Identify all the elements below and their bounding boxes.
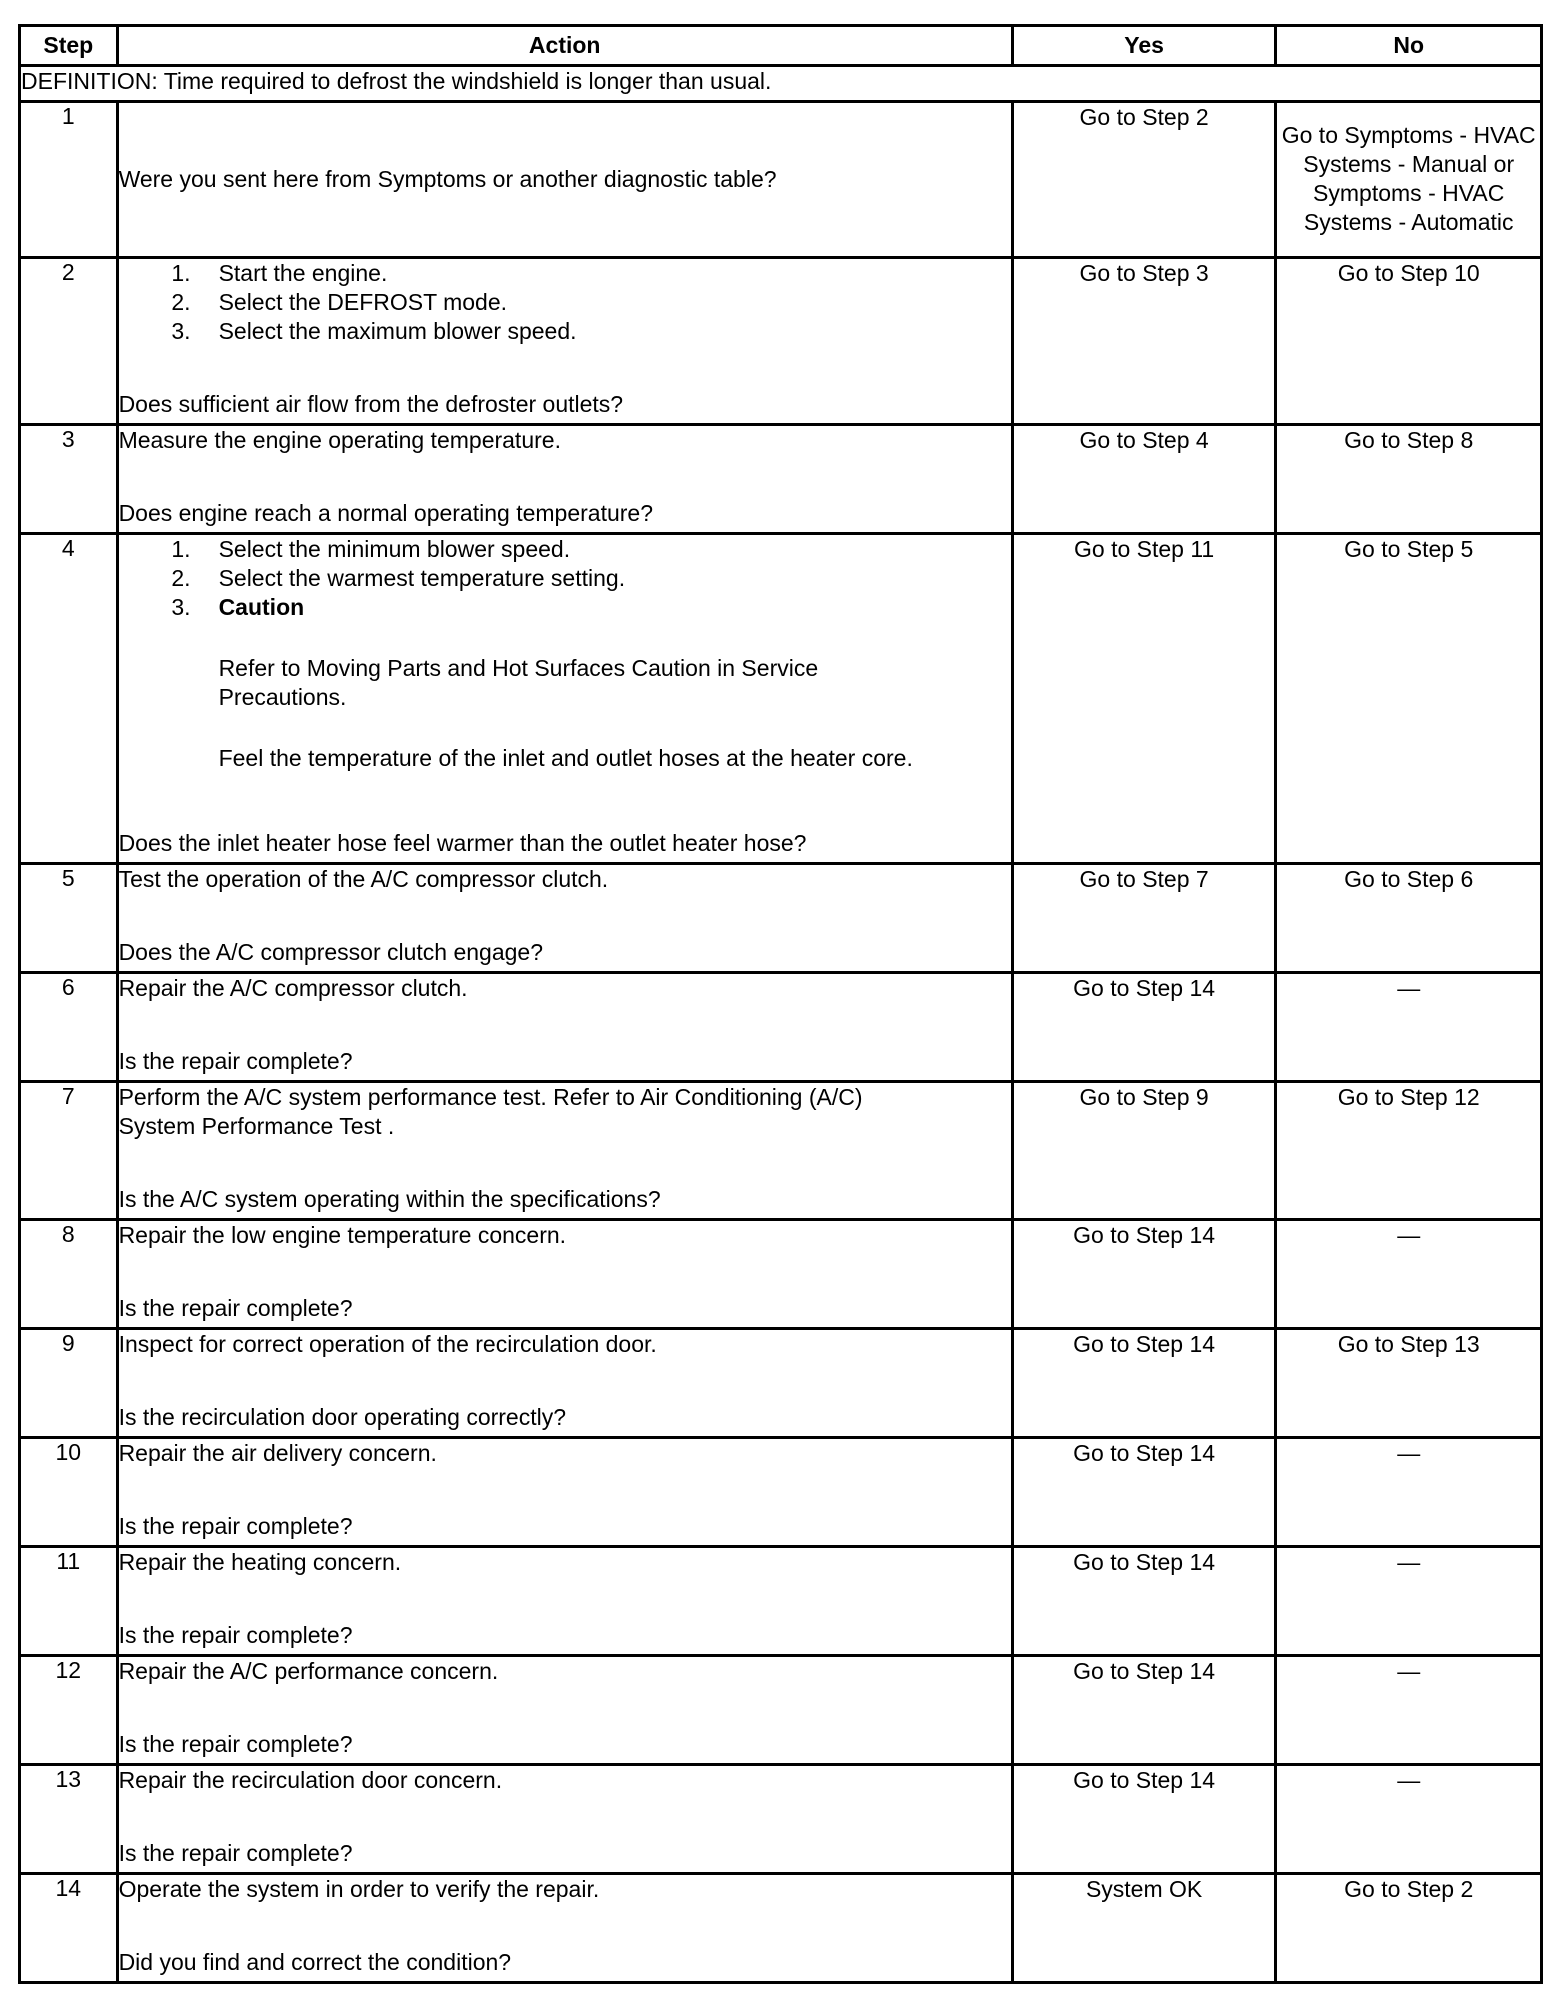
action-question: Does the A/C compressor clutch engage? [118,939,544,965]
action-instruction: Operate the system in order to verify the repair. [118,1876,600,1902]
table-row [20,1329,1542,1438]
table-row [20,534,1542,864]
diagnostic-table [18,24,1543,1984]
action-cell [117,258,1012,425]
action-instruction: Measure the engine operating temperature. [118,427,561,453]
action-question: Is the repair complete? [118,1048,353,1074]
yes-cell: Go to Step 14 [1012,1656,1276,1765]
no-cell: — [1276,1765,1542,1874]
no-cell: Go to Step 6 [1276,864,1542,973]
step-number: 7 [20,1082,118,1220]
step-number: 4 [20,534,118,864]
action-question: Is the repair complete? [118,1731,353,1757]
list-item: 1. Start the engine. [171,260,388,286]
list-item: 1. Select the minimum blower speed. [171,536,571,562]
step-number: 1 [20,102,118,258]
yes-cell: Go to Step 14 [1012,973,1276,1082]
yes-cell: Go to Step 7 [1012,864,1276,973]
action-cell [117,1329,1012,1438]
yes-cell: Go to Step 3 [1012,258,1276,425]
table-row [20,1082,1542,1220]
table-row [20,258,1542,425]
action-instruction: Repair the heating concern. [118,1549,402,1575]
action-cell [117,1220,1012,1329]
step-number: 10 [20,1438,118,1547]
yes-cell: Go to Step 14 [1012,1438,1276,1547]
header-step: Step [20,26,118,66]
no-cell: Go to Step 13 [1276,1329,1542,1438]
yes-cell: Go to Step 2 [1012,102,1276,258]
no-cell: — [1276,1220,1542,1329]
yes-cell: Go to Step 9 [1012,1082,1276,1220]
no-cell: — [1276,1438,1542,1547]
action-question: Does sufficient air flow from the defroster outlets? [118,391,624,417]
no-cell: Go to Symptoms - HVAC Systems - Manual or Symptoms - HVAC Systems - Automatic [1276,102,1542,258]
step-number: 12 [20,1656,118,1765]
action-cell [117,534,1012,864]
no-cell: — [1276,1656,1542,1765]
step-number: 14 [20,1874,118,1983]
action-steps-list [119,535,1011,622]
yes-cell: Go to Step 4 [1012,425,1276,534]
action-question: Did you find and correct the condition? [118,1949,512,1975]
list-item: 2. Select the DEFROST mode. [171,289,508,315]
yes-cell: System OK [1012,1874,1276,1983]
action-steps-list [119,259,1011,346]
action-instruction: Perform the A/C system performance test. Refer to Air Conditioning (A/C) System Performance Test . [118,1084,863,1139]
definition-text: DEFINITION: Time required to defrost the windshield is longer than usual. [20,66,1542,102]
no-cell: Go to Step 10 [1276,258,1542,425]
action-question: Is the A/C system operating within the specifications? [118,1186,661,1212]
action-cell [117,1656,1012,1765]
action-cell [117,973,1012,1082]
action-cell [117,1082,1012,1220]
caution-text: Refer to Moving Parts and Hot Surfaces Caution in Service Precautions. [218,655,819,710]
no-cell: — [1276,973,1542,1082]
action-question: Were you sent here from Symptoms or another diagnostic table? [118,166,777,192]
table-row [20,1220,1542,1329]
no-cell: Go to Step 5 [1276,534,1542,864]
step-number: 5 [20,864,118,973]
list-item: 2. Select the warmest temperature setting. [171,565,626,591]
header-row [20,26,1542,66]
no-cell: Go to Step 12 [1276,1082,1542,1220]
feel-instruction: Feel the temperature of the inlet and outlet hoses at the heater core. [218,745,913,771]
action-question: Does engine reach a normal operating temperature? [118,500,653,526]
action-instruction: Inspect for correct operation of the recirculation door. [118,1331,657,1357]
action-question: Is the repair complete? [118,1622,353,1648]
action-question: Does the inlet heater hose feel warmer than the outlet heater hose? [118,830,807,856]
yes-cell: Go to Step 11 [1012,534,1276,864]
table-row [20,1874,1542,1983]
table-row [20,1765,1542,1874]
table-row [20,864,1542,973]
table-row [20,973,1542,1082]
table-row [20,425,1542,534]
no-cell: Go to Step 2 [1276,1874,1542,1983]
action-cell [117,1874,1012,1983]
table-row [20,1656,1542,1765]
step-number: 11 [20,1547,118,1656]
diagnostic-page [18,24,1543,1984]
no-cell: — [1276,1547,1542,1656]
action-cell [117,1438,1012,1547]
action-cell [117,102,1012,258]
step-number: 9 [20,1329,118,1438]
action-instruction: Repair the recirculation door concern. [118,1767,503,1793]
header-action: Action [117,26,1012,66]
caution-label: Caution [218,594,305,620]
action-question: Is the repair complete? [118,1513,353,1539]
definition-row [20,66,1542,102]
yes-cell: Go to Step 14 [1012,1547,1276,1656]
action-instruction: Repair the air delivery concern. [118,1440,437,1466]
step-number: 2 [20,258,118,425]
action-instruction: Repair the A/C compressor clutch. [118,975,468,1001]
header-yes: Yes [1012,26,1276,66]
action-question: Is the recirculation door operating correctly? [118,1404,567,1430]
step-number: 8 [20,1220,118,1329]
yes-cell: Go to Step 14 [1012,1329,1276,1438]
list-item: 3. Select the maximum blower speed. [171,318,577,344]
yes-cell: Go to Step 14 [1012,1220,1276,1329]
header-no: No [1276,26,1542,66]
action-cell [117,1765,1012,1874]
yes-cell: Go to Step 14 [1012,1765,1276,1874]
no-cell: Go to Step 8 [1276,425,1542,534]
table-row [20,1547,1542,1656]
action-instruction: Test the operation of the A/C compressor clutch. [118,866,609,892]
action-cell [117,1547,1012,1656]
action-cell [117,425,1012,534]
step-number: 6 [20,973,118,1082]
list-item: 3. Caution [171,594,305,620]
table-row [20,1438,1542,1547]
table-row [20,102,1542,258]
action-instruction: Repair the low engine temperature concern. [118,1222,567,1248]
step-number: 3 [20,425,118,534]
step-number: 13 [20,1765,118,1874]
action-cell [117,864,1012,973]
action-question: Is the repair complete? [118,1295,353,1321]
action-question: Is the repair complete? [118,1840,353,1866]
action-instruction: Repair the A/C performance concern. [118,1658,499,1684]
